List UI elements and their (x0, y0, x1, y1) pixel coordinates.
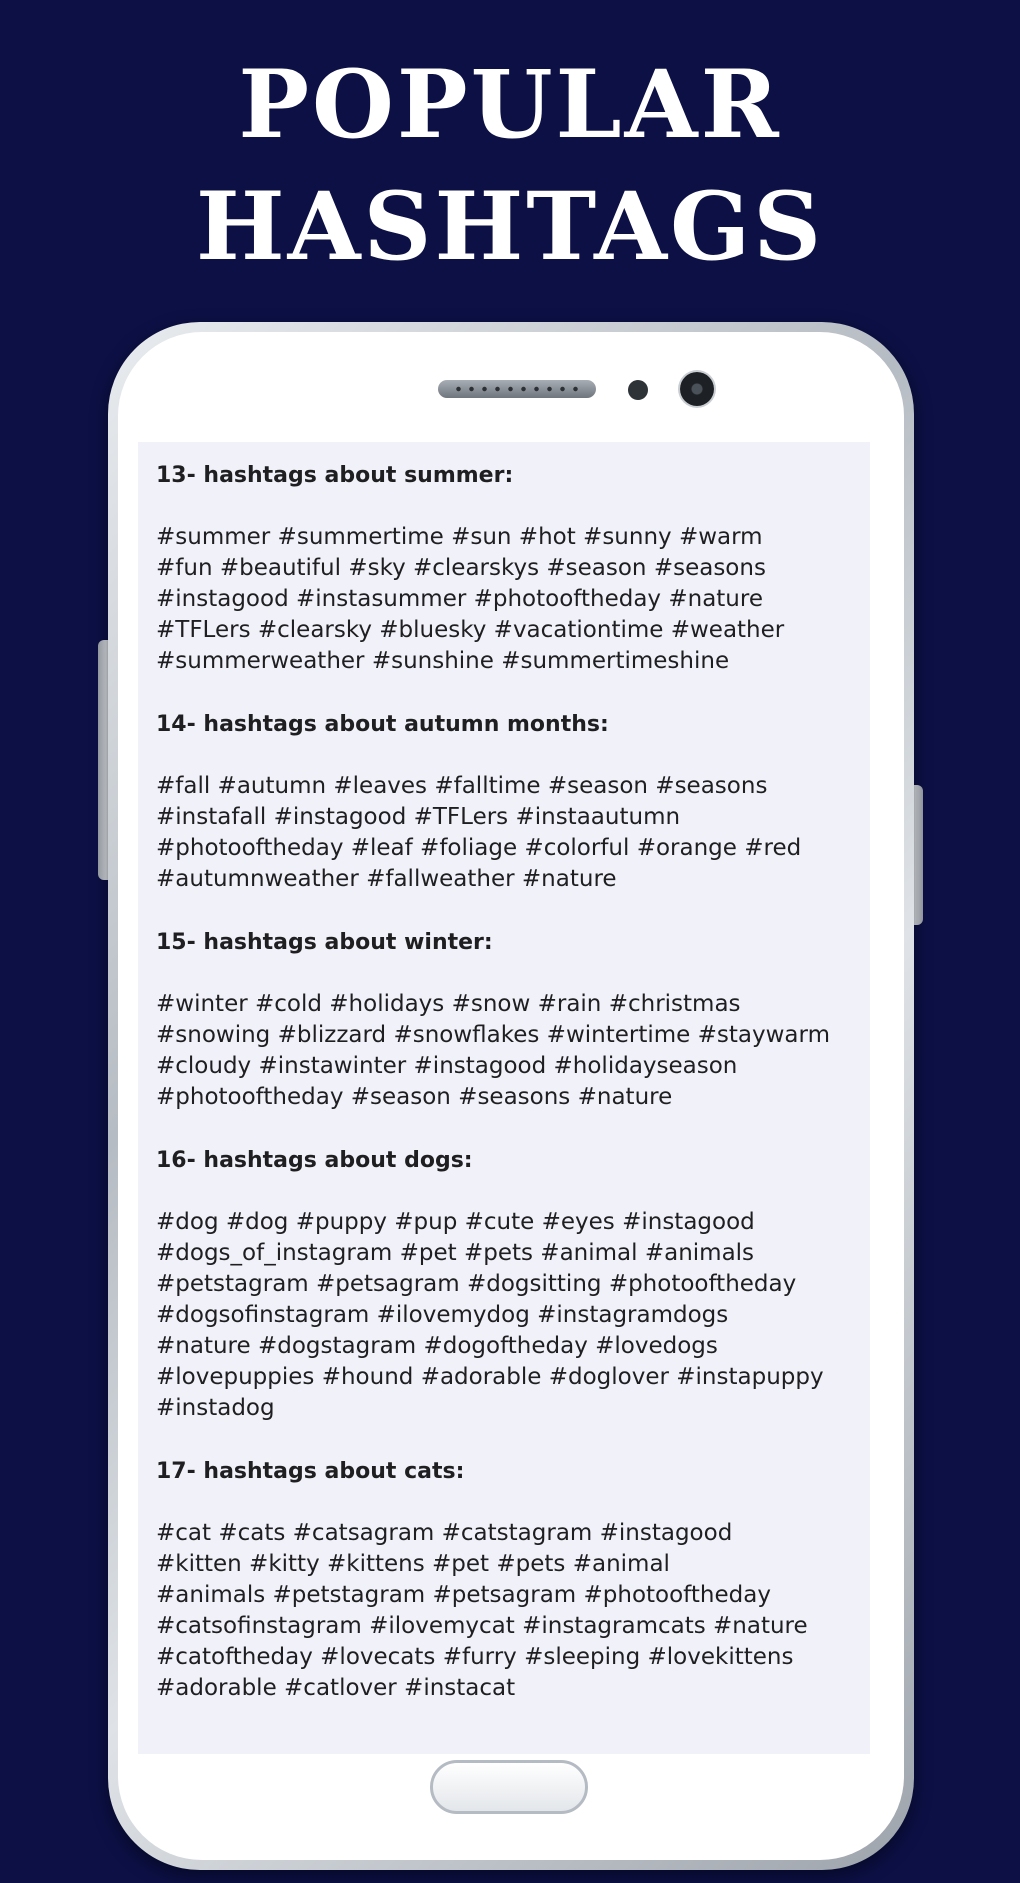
promo-title-line2: HASHTAGS (195, 172, 825, 282)
speaker-grille (438, 380, 596, 398)
hashtag-block[interactable] (156, 989, 856, 1113)
hashtag-line: #animals #petstagram #petsagram #photooftheday (156, 1582, 771, 1608)
speaker-dots (452, 386, 582, 392)
hashtag-line: #nature #dogstagram #dogoftheday #lovedogs (156, 1333, 718, 1359)
hashtag-line: #catoftheday #lovecats #furry #sleeping #lovekittens (156, 1644, 794, 1670)
hashtag-line: #instafall #instagood #TFLers #instaautumn (156, 804, 681, 830)
section-dogs (156, 1145, 856, 1424)
hashtag-line: #cat #cats #catsagram #catstagram #instagood (156, 1520, 733, 1546)
hashtag-line: #lovepuppies #hound #adorable #doglover #instapuppy (156, 1364, 824, 1390)
hashtag-line: #dogs_of_instagram #pet #pets #animal #animals (156, 1240, 755, 1266)
hashtag-line: #dogsofinstagram #ilovemydog #instagramdogs (156, 1302, 729, 1328)
proximity-sensor (628, 380, 648, 400)
hashtag-line: #photooftheday #season #seasons #nature (156, 1084, 673, 1110)
hashtag-line: #cloudy #instawinter #instagood #holidayseason (156, 1053, 738, 1079)
hashtag-block[interactable] (156, 1518, 856, 1704)
hashtag-line: #kitten #kitty #kittens #pet #pets #animal (156, 1551, 670, 1577)
hashtag-line: #fun #beautiful #sky #clearskys #season #seasons (156, 555, 766, 581)
hashtag-line: #TFLers #clearsky #bluesky #vacationtime #weather (156, 617, 785, 643)
section-title: 17- hashtags about cats: (156, 1459, 465, 1484)
hashtag-block[interactable] (156, 522, 856, 677)
hashtag-line: #dog #dog #puppy #pup #cute #eyes #instagood (156, 1209, 755, 1235)
section-autumn (156, 709, 856, 895)
hashtag-block[interactable] (156, 771, 856, 895)
hashtag-line: #photooftheday #leaf #foliage #colorful #orange #red (156, 835, 802, 861)
section-cats (156, 1456, 856, 1704)
section-title: 16- hashtags about dogs: (156, 1148, 473, 1173)
hashtag-content (156, 460, 856, 1736)
hashtag-block[interactable] (156, 1207, 856, 1424)
hashtag-line: #summer #summertime #sun #hot #sunny #warm (156, 524, 763, 550)
hashtag-line: #summerweather #sunshine #summertimeshine (156, 648, 730, 674)
hashtag-line: #snowing #blizzard #snowflakes #wintertime #staywarm (156, 1022, 830, 1048)
hashtag-line: #adorable #catlover #instacat (156, 1675, 516, 1701)
section-winter (156, 927, 856, 1113)
section-title: 15- hashtags about winter: (156, 930, 493, 955)
section-summer (156, 460, 856, 677)
hashtag-line: #autumnweather #fallweather #nature (156, 866, 617, 892)
section-title: 13- hashtags about summer: (156, 463, 514, 488)
hashtag-line: #instadog (156, 1395, 275, 1421)
hashtag-line: #petstagram #petsagram #dogsitting #photooftheday (156, 1271, 797, 1297)
hashtag-line: #winter #cold #holidays #snow #rain #christmas (156, 991, 741, 1017)
hashtag-line: #catsofinstagram #ilovemycat #instagramcats #nature (156, 1613, 808, 1639)
home-button[interactable] (430, 1760, 588, 1814)
hashtag-line: #instagood #instasummer #photooftheday #nature (156, 586, 763, 612)
section-title: 14- hashtags about autumn months: (156, 712, 609, 737)
phone-screen[interactable] (138, 442, 870, 1754)
promo-title-line1: POPULAR (238, 50, 782, 160)
hashtag-line: #fall #autumn #leaves #falltime #season #seasons (156, 773, 768, 799)
front-camera-icon (680, 372, 714, 406)
